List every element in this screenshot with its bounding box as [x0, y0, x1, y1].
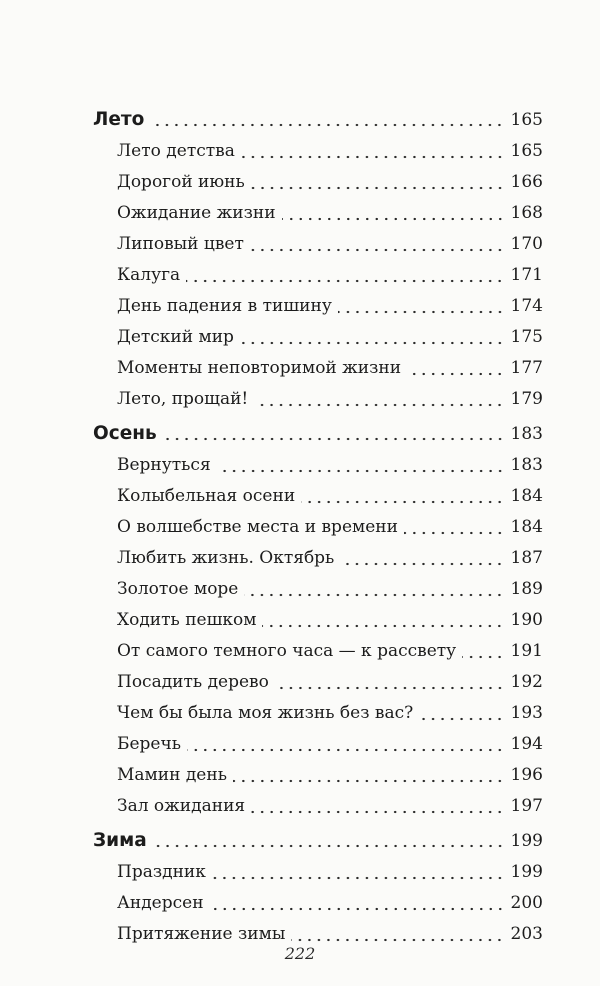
- entry-page-number: 179: [510, 389, 543, 409]
- section-page-number: 183: [510, 424, 543, 444]
- entry-page-number: 197: [510, 796, 543, 816]
- dot-leader: [244, 593, 504, 597]
- entry-title: Калуга: [117, 265, 181, 285]
- entry-title: Посадить дерево: [117, 672, 269, 692]
- entry-title: Мамин день: [117, 765, 227, 785]
- entry-title: От самого темного часа — к рассвету: [117, 641, 457, 661]
- toc-entry: [93, 543, 543, 574]
- page-number: 222: [284, 944, 316, 963]
- entry-title: Зал ожидания: [117, 796, 246, 816]
- toc-entry: [93, 857, 543, 888]
- entry-title: Лето детства: [117, 141, 235, 161]
- entry-page-number: 190: [510, 610, 543, 630]
- toc-entry: [93, 574, 543, 605]
- entry-title: Детский мир: [117, 327, 234, 347]
- dot-leader: [404, 531, 505, 535]
- entry-page-number: 170: [510, 234, 543, 254]
- dot-leader: [275, 686, 505, 690]
- dot-leader: [291, 938, 504, 942]
- dot-leader: [262, 624, 504, 628]
- toc-entry: [93, 729, 543, 760]
- dot-leader: [340, 562, 504, 566]
- entry-page-number: 196: [510, 765, 543, 785]
- dot-leader: [153, 844, 505, 848]
- entry-title: Лето, прощай!: [117, 389, 249, 409]
- section-title: Лето: [93, 109, 145, 130]
- dot-leader: [233, 779, 505, 783]
- dot-leader: [251, 186, 505, 190]
- entry-title: Ходить пешком: [117, 610, 257, 630]
- dot-leader: [282, 217, 505, 221]
- entry-title: День падения в тишину: [117, 296, 332, 316]
- entry-title: Беречь: [117, 734, 181, 754]
- toc-entry: [93, 198, 543, 229]
- entry-title: О волшебстве места и времени: [117, 517, 398, 537]
- entry-title: Дорогой июнь: [117, 172, 245, 192]
- entry-page-number: 191: [510, 641, 543, 661]
- entry-page-number: 194: [510, 734, 543, 754]
- dot-leader: [301, 500, 504, 504]
- toc-entry: [93, 667, 543, 698]
- entry-page-number: 175: [510, 327, 543, 347]
- entry-page-number: 199: [510, 862, 543, 882]
- entry-page-number: 177: [510, 358, 543, 378]
- dot-leader: [419, 717, 504, 721]
- entry-title: Андерсен: [117, 893, 204, 913]
- toc-entry: [93, 605, 543, 636]
- entry-page-number: 184: [510, 517, 543, 537]
- toc-entry: [93, 636, 543, 667]
- entry-page-number: 192: [510, 672, 543, 692]
- entry-page-number: 193: [510, 703, 543, 723]
- entry-page-number: 203: [510, 924, 543, 944]
- dot-leader: [212, 876, 505, 880]
- entry-page-number: 189: [510, 579, 543, 599]
- toc-entry: [93, 698, 543, 729]
- entry-title: Притяжение зимы: [117, 924, 286, 944]
- entry-title: Чем бы была моя жизнь без вас?: [117, 703, 414, 723]
- dot-leader: [338, 310, 505, 314]
- entry-title: Золотое море: [117, 579, 239, 599]
- entry-page-number: 200: [510, 893, 543, 913]
- dot-leader: [210, 907, 505, 911]
- dot-leader: [250, 248, 505, 252]
- toc-section: [93, 418, 543, 450]
- section-title: Зима: [93, 830, 147, 851]
- toc-entry: [93, 481, 543, 512]
- toc-entry: [93, 512, 543, 543]
- dot-leader: [187, 748, 505, 752]
- toc-entry: [93, 136, 543, 167]
- entry-page-number: 174: [510, 296, 543, 316]
- toc-entry: [93, 260, 543, 291]
- entry-page-number: 165: [510, 141, 543, 161]
- dot-leader: [150, 123, 504, 127]
- section-page-number: 199: [510, 831, 543, 851]
- toc-entry: [93, 353, 543, 384]
- entry-title: Праздник: [117, 862, 206, 882]
- entry-title: Вернуться: [117, 455, 211, 475]
- toc-entry: [93, 167, 543, 198]
- toc-entry: [93, 384, 543, 415]
- dot-leader: [240, 341, 505, 345]
- dot-leader: [251, 810, 504, 814]
- toc-section: [93, 104, 543, 136]
- toc-entry: [93, 791, 543, 822]
- entry-title: Любить жизнь. Октябрь: [117, 548, 335, 568]
- entry-page-number: 168: [510, 203, 543, 223]
- entry-title: Моменты неповторимой жизни: [117, 358, 402, 378]
- section-page-number: 165: [510, 110, 543, 130]
- toc-entry: [93, 291, 543, 322]
- dot-leader: [254, 403, 504, 407]
- dot-leader: [241, 155, 505, 159]
- entry-page-number: 171: [510, 265, 543, 285]
- dot-leader: [217, 469, 505, 473]
- entry-page-number: 183: [510, 455, 543, 475]
- table-of-contents: [93, 104, 543, 950]
- dot-leader: [462, 655, 504, 659]
- dot-leader: [186, 279, 504, 283]
- entry-page-number: 166: [510, 172, 543, 192]
- entry-page-number: 184: [510, 486, 543, 506]
- toc-entry: [93, 450, 543, 481]
- entry-title: Липовый цвет: [117, 234, 244, 254]
- entry-title: Колыбельная осени: [117, 486, 296, 506]
- toc-entry: [93, 888, 543, 919]
- entry-title: Ожидание жизни: [117, 203, 276, 223]
- toc-entry: [93, 229, 543, 260]
- dot-leader: [407, 372, 504, 376]
- section-title: Осень: [93, 423, 157, 444]
- toc-section: [93, 825, 543, 857]
- toc-entry: [93, 322, 543, 353]
- entry-page-number: 187: [510, 548, 543, 568]
- toc-entry: [93, 760, 543, 791]
- dot-leader: [163, 437, 505, 441]
